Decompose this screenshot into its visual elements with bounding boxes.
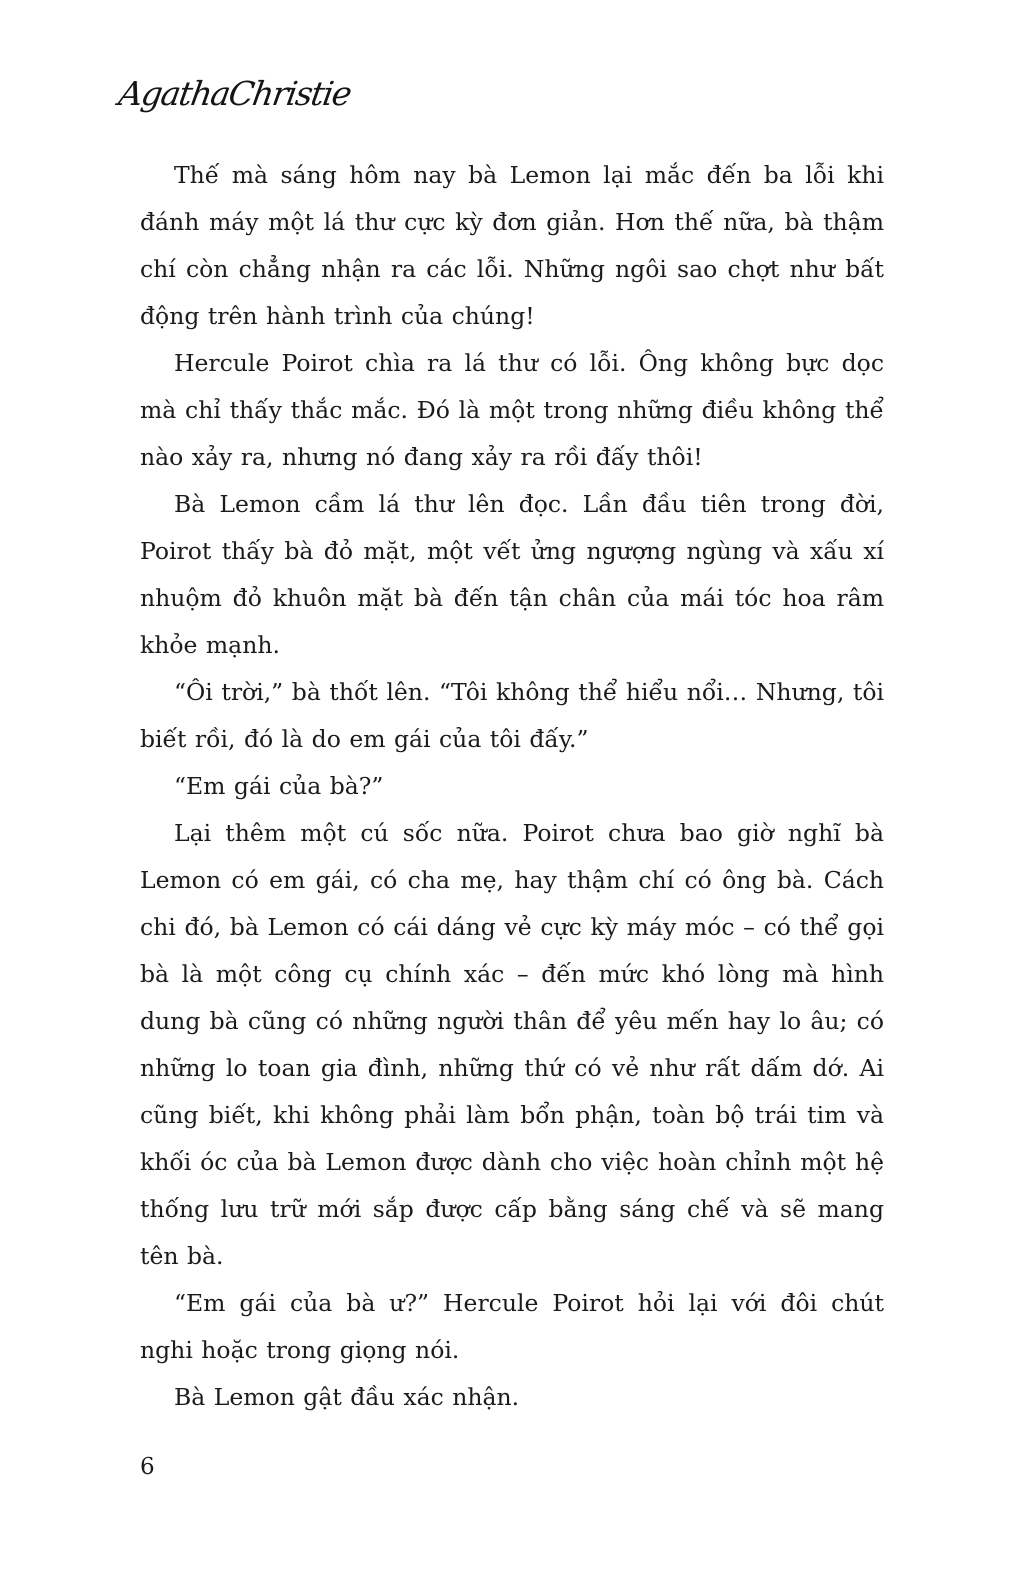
paragraph: Hercule Poirot chìa ra lá thư có lỗi. Ông không bực dọc mà chỉ thấy thắc mắc. Đó là một trong những điều không thể nào xảy ra, nhưng nó đang xảy ra rồi đấy thôi! [140, 349, 884, 471]
paragraph: “Em gái của bà?” [174, 772, 384, 800]
paragraph: “Ôi trời,” bà thốt lên. “Tôi không thể hiểu nổi… Nhưng, tôi biết rồi, đó là do em gái của tôi đấy.” [140, 678, 884, 753]
page-number: 6 [140, 1454, 155, 1480]
paragraph: Thế mà sáng hôm nay bà Lemon lại mắc đến ba lỗi khi đánh máy một lá thư cực kỳ đơn giản. Hơn thế nữa, bà thậm chí còn chẳng nhận ra các lỗi. Những ngôi sao chợt như bất động trên hành trình của chúng! [140, 161, 884, 330]
paragraph: “Em gái của bà ư?” Hercule Poirot hỏi lại với đôi chút nghi hoặc trong giọng nói. [140, 1289, 884, 1364]
author-signature: AgathaChristie [116, 74, 354, 113]
page-body-text [140, 152, 884, 1421]
paragraph: Bà Lemon gật đầu xác nhận. [174, 1383, 520, 1411]
paragraph: Lại thêm một cú sốc nữa. Poirot chưa bao giờ nghĩ bà Lemon có em gái, có cha mẹ, hay thậm chí có ông bà. Cách chi đó, bà Lemon có cái dáng vẻ cực kỳ máy móc – có thể gọi bà là một công cụ chính xác – đến mức khó lòng mà hình dung bà cũng có những người thân để yêu mến hay lo âu; có những lo toan gia đình, những thứ có vẻ như rất dấm dớ. Ai cũng biết, khi không phải làm bổn phận, toàn bộ trái tim và khối óc của bà Lemon được dành cho việc hoàn chỉnh một hệ thống lưu trữ mới sắp được cấp bằng sáng chế và sẽ mang tên bà. [140, 819, 884, 1270]
paragraph: Bà Lemon cầm lá thư lên đọc. Lần đầu tiên trong đời, Poirot thấy bà đỏ mặt, một vết ửng ngượng ngùng và xấu xí nhuộm đỏ khuôn mặt bà đến tận chân của mái tóc hoa râm khỏe mạnh. [140, 490, 884, 659]
page-header [116, 74, 884, 114]
